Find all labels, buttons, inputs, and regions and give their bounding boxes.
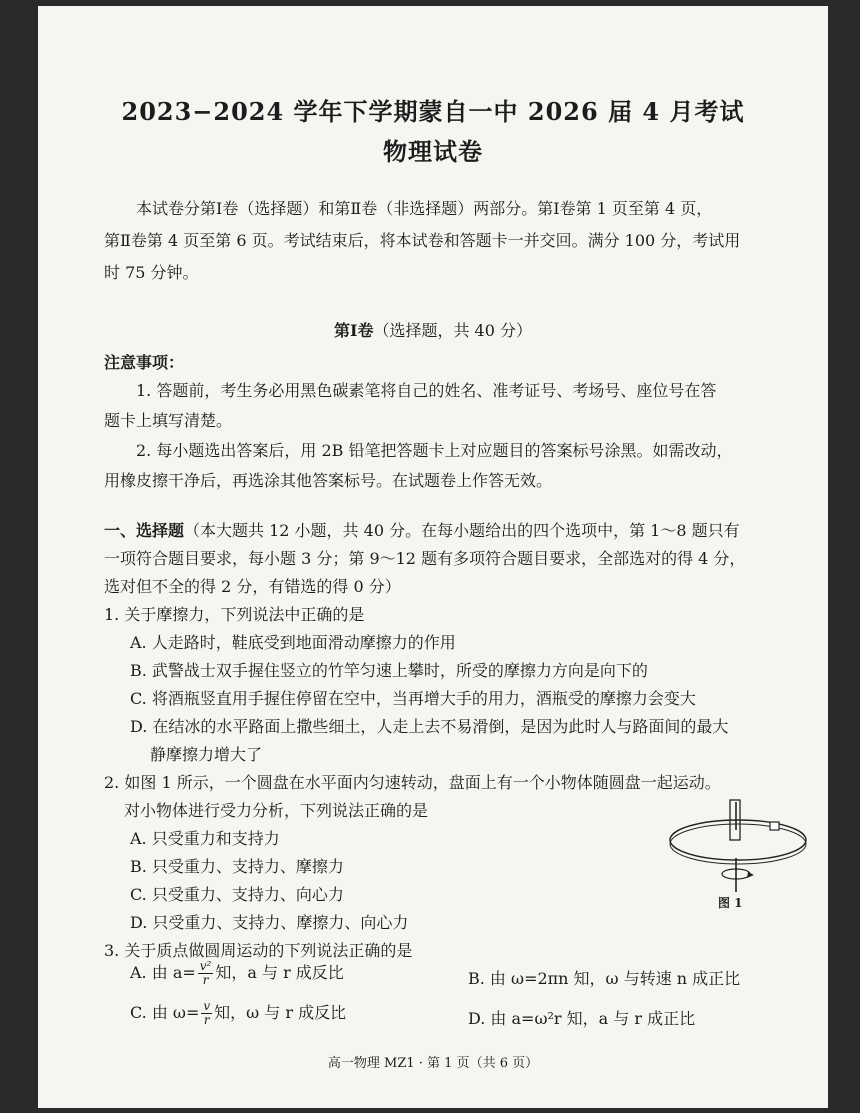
q1-option-b: B. 武警战士双手握住竖立的竹竿匀速上攀时，所受的摩擦力方向是向下的 [130,661,648,680]
section1-line-3: 选对但不全的得 2 分，有错选的得 0 分） [104,577,401,596]
q2-stem-line-2: 对小物体进行受力分析，下列说法正确的是 [124,801,429,820]
note-2-line-2: 用橡皮擦干净后，再选涂其他答案标号。在试题卷上作答无效。 [104,471,553,490]
q3-a-fraction [198,960,214,987]
q3-c-denominator: r [203,1013,210,1027]
disk-edge [670,824,806,864]
figure-caption: 图 1 [718,896,743,910]
section1-heading: 一、选择题 [104,521,185,540]
q3-option-a [130,960,344,987]
exam-subtitle: 物理试卷 [383,137,483,166]
q3-option-d: D. 由 a=ω²r 知，a 与 r 成正比 [468,1009,696,1028]
note-2-line-1: 2. 每小题选出答案后，用 2B 铅笔把答题卡上对应题目的答案标号涂黑。如需改动， [136,441,733,460]
q1-option-d-line-2: 静摩擦力增大了 [150,745,263,764]
q3-c-fraction [201,1000,212,1027]
q3-stem: 3. 关于质点做圆周运动的下列说法正确的是 [104,941,413,960]
q3-a-denominator: r [202,973,209,987]
q1-option-a: A. 人走路时，鞋底受到地面滑动摩擦力的作用 [130,633,456,652]
q3-option-b: B. 由 ω=2πn 知，ω 与转速 n 成正比 [468,969,741,988]
exam-title: 2023−2024 学年下学期蒙自一中 2026 届 4 月考试 [121,97,745,126]
q2-option-c: C. 只受重力、支持力、向心力 [130,885,344,904]
q2-option-d: D. 只受重力、支持力、摩擦力、向心力 [130,913,409,932]
q3-a-prefix: A. 由 a= [130,963,196,982]
q3-a-suffix: 知，a 与 r 成反比 [215,963,344,982]
note-1-line-2: 题卡上填写清楚。 [104,411,233,430]
q1-option-d-line-1: D. 在结冰的水平路面上撒些细土，人走上去不易滑倒，是因为此时人与路面间的最大 [130,717,729,736]
intro-line-1: 本试卷分第Ⅰ卷（选择题）和第Ⅱ卷（非选择题）两部分。第Ⅰ卷第 1 页至第 4 页， [136,199,713,218]
q1-option-c: C. 将酒瓶竖直用手握住停留在空中，当再增大手的用力，酒瓶受的摩擦力会变大 [130,689,696,708]
q3-c-prefix: C. 由 ω= [130,1003,200,1022]
intro-line-2: 第Ⅱ卷第 4 页至第 6 页。考试结束后，将本试卷和答题卡一并交回。满分 100 分，考试用 [104,231,741,250]
q2-stem-line-1: 2. 如图 1 所示，一个圆盘在水平面内匀速转动，盘面上有一个小物体随圆盘一起运动。 [104,773,721,792]
q2-option-a: A. 只受重力和支持力 [130,829,280,848]
q3-c-numerator: v [203,999,211,1013]
intro-line-3: 时 75 分钟。 [104,263,199,282]
q3-c-suffix: 知，ω 与 r 成反比 [214,1003,347,1022]
exam-page [38,6,828,1108]
notes-label: 注意事项： [104,353,185,372]
section1-line-2: 一项符合题目要求，每小题 3 分；第 9～12 题有多项符合题目要求，全部选对的得 4 分， [104,549,746,568]
rotating-disk-figure [666,792,816,896]
q3-option-c [130,1000,346,1027]
part1-heading-bold: 第Ⅰ卷 [333,321,374,340]
part1-heading [38,318,828,341]
page-footer: 高一物理 MZ1 · 第 1 页（共 6 页） [327,1056,539,1071]
q3-a-numerator: v² [199,959,212,973]
small-object-icon [770,822,779,830]
q1-stem: 1. 关于摩擦力，下列说法中正确的是 [104,605,365,624]
section1-line-1-rest: （本大题共 12 小题，共 40 分。在每小题给出的四个选项中，第 1～8 题只有 [184,521,740,540]
note-1-line-1: 1. 答题前，考生务必用黑色碳素笔将自己的姓名、准考证号、考场号、座位号在答 [136,381,717,400]
section1-line-1 [104,518,740,541]
q2-option-b: B. 只受重力、支持力、摩擦力 [130,857,344,876]
arrow-head-icon [747,872,754,878]
part1-heading-rest: （选择题，共 40 分） [373,321,533,340]
